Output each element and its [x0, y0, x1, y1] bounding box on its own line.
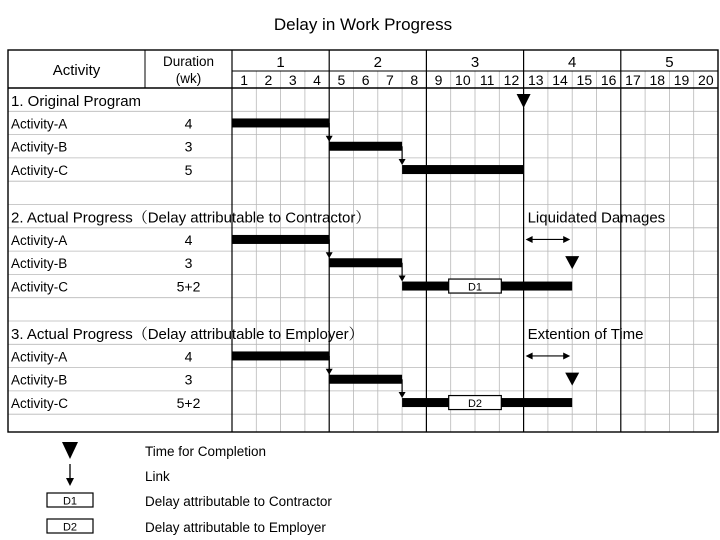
activity-bar — [402, 165, 523, 174]
activity-duration: 3 — [184, 255, 193, 272]
legend-link-arrowhead — [66, 478, 74, 486]
week-label: 9 — [434, 72, 443, 88]
header-duration-unit: (wk) — [175, 71, 202, 86]
link-arrowhead — [399, 159, 406, 165]
activity-duration: 5+2 — [176, 394, 201, 411]
legend-triangle-icon — [62, 442, 78, 459]
week-label: 1 — [240, 72, 249, 88]
activity-name: Activity-A — [11, 349, 68, 365]
month-label: 4 — [568, 54, 577, 71]
activity-bar — [329, 375, 402, 384]
legend-label: Delay attributable to Employer — [145, 520, 326, 535]
table-rows — [11, 93, 665, 411]
legend-label: Time for Completion — [145, 444, 267, 459]
section-heading: 1. Original Program — [11, 93, 142, 110]
header-activity: Activity — [52, 62, 101, 79]
period-annotation: Liquidated Damages — [527, 209, 666, 227]
activity-name: Activity-C — [11, 279, 68, 295]
week-label: 13 — [527, 72, 544, 88]
legend-label: Link — [145, 469, 170, 484]
link-arrowhead — [326, 136, 333, 142]
week-label: 11 — [479, 72, 495, 88]
legend-box-label: D1 — [62, 495, 78, 508]
activity-bar — [329, 258, 402, 267]
week-label: 16 — [600, 72, 617, 88]
link-arrowhead — [326, 252, 333, 258]
week-label: 3 — [288, 72, 297, 88]
link-arrowhead — [326, 369, 333, 375]
link-arrowhead — [399, 392, 406, 398]
period-arrowhead-left — [526, 352, 533, 359]
month-label: 2 — [373, 54, 382, 71]
activity-duration: 3 — [184, 138, 193, 155]
activity-name: Activity-B — [11, 139, 68, 155]
section-heading: 2. Actual Progress（Delay attributable to Contractor） — [11, 209, 371, 227]
gantt-bars — [232, 94, 579, 410]
activity-duration: 4 — [184, 115, 193, 132]
activity-duration: 3 — [184, 371, 193, 388]
activity-bar — [232, 118, 329, 127]
link-arrowhead — [399, 276, 406, 282]
legend — [47, 442, 332, 535]
activity-bar — [232, 235, 329, 244]
week-label: 8 — [410, 72, 419, 88]
legend-box-label: D2 — [62, 521, 78, 534]
period-annotation: Extention of Time — [527, 326, 644, 343]
activity-duration: 5 — [184, 161, 193, 178]
period-arrowhead-right — [563, 236, 570, 243]
week-label: 2 — [264, 72, 273, 88]
activity-name: Activity-C — [11, 162, 68, 178]
week-label: 12 — [503, 72, 520, 88]
week-label: 7 — [386, 72, 394, 88]
week-label: 5 — [337, 72, 346, 88]
activity-name: Activity-B — [11, 256, 68, 272]
month-label: 1 — [276, 54, 285, 71]
week-label: 20 — [698, 72, 714, 88]
activity-name: Activity-A — [11, 116, 68, 132]
delay-label: D2 — [467, 398, 483, 411]
period-arrowhead-left — [526, 236, 533, 243]
time-for-completion-marker — [517, 94, 531, 108]
activity-bar — [329, 142, 402, 151]
activity-duration: 4 — [184, 348, 193, 365]
header-duration: Duration — [162, 54, 215, 69]
activity-name: Activity-B — [11, 372, 68, 388]
week-label: 19 — [673, 72, 690, 88]
section-heading: 3. Actual Progress（Delay attributable to Employer） — [11, 326, 364, 343]
activity-name: Activity-C — [11, 395, 68, 411]
activity-name: Activity-A — [11, 232, 68, 248]
legend-label: Delay attributable to Contractor — [145, 494, 332, 509]
week-label: 4 — [313, 72, 321, 88]
activity-duration: 4 — [184, 231, 193, 248]
period-arrowhead-right — [563, 352, 570, 359]
week-label: 18 — [649, 72, 666, 88]
chart-title: Delay in Work Progress — [273, 15, 453, 34]
time-for-completion-marker — [565, 373, 579, 386]
week-label: 15 — [576, 72, 593, 88]
activity-bar — [232, 351, 329, 360]
week-label: 6 — [361, 72, 370, 88]
month-label: 5 — [665, 54, 674, 71]
week-label: 10 — [455, 72, 471, 88]
week-label: 14 — [552, 72, 568, 88]
month-label: 3 — [470, 54, 480, 71]
delay-label: D1 — [467, 281, 483, 294]
activity-duration: 5+2 — [176, 278, 201, 295]
week-label: 17 — [625, 72, 641, 88]
time-for-completion-marker — [565, 256, 579, 269]
